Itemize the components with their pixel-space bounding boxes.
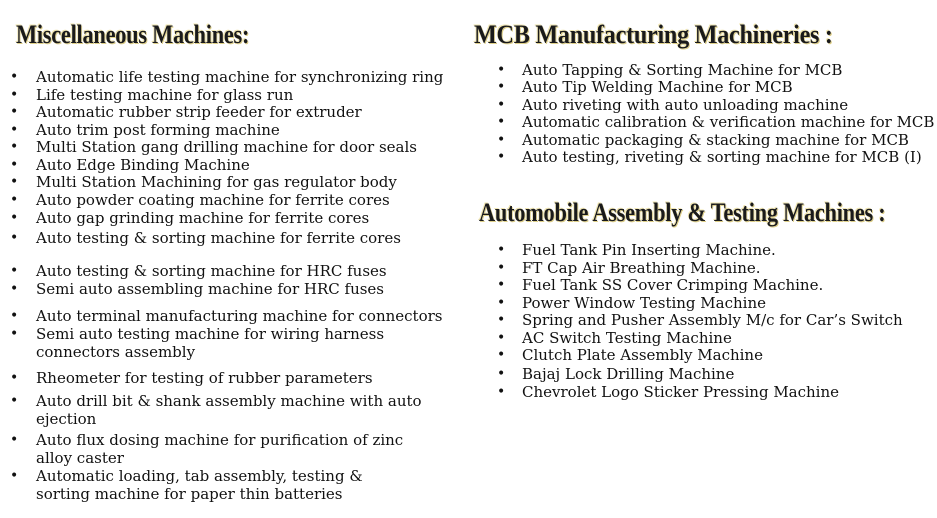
misc-item-text: Auto trim post forming machine: [36, 121, 280, 139]
bullet-icon: •: [10, 281, 19, 297]
bullet-icon: •: [10, 230, 19, 246]
bullet-icon: •: [497, 330, 506, 346]
bullet-icon: •: [497, 347, 506, 363]
bullet-icon: •: [10, 210, 19, 226]
misc-item-text: ejection: [36, 410, 97, 428]
misc-item-text: sorting machine for paper thin batteries: [36, 485, 343, 503]
misc-item-text: connectors assembly: [36, 343, 196, 361]
bullet-icon: •: [497, 79, 506, 95]
misc-item-text: alloy caster: [36, 449, 124, 467]
misc-item-text: Auto powder coating machine for ferrite cores: [36, 191, 390, 209]
bullet-icon: •: [10, 174, 19, 190]
bullet-icon: •: [10, 468, 19, 484]
bullet-icon: •: [10, 370, 19, 386]
bullet-icon: •: [10, 432, 19, 448]
misc-item-text: Multi Station gang drilling machine for door seals: [36, 138, 417, 156]
bullet-icon: •: [497, 62, 506, 78]
bullet-icon: •: [497, 97, 506, 113]
misc-item-text: Auto Edge Binding Machine: [36, 156, 250, 174]
misc-item-text: Automatic rubber strip feeder for extruder: [36, 103, 362, 121]
misc-heading: Miscellaneous Machines:: [16, 20, 250, 49]
bullet-icon: •: [10, 104, 19, 120]
misc-item-text: Multi Station Machining for gas regulator body: [36, 173, 397, 191]
misc-item-text: Automatic life testing machine for synchronizing ring: [36, 68, 444, 86]
bullet-icon: •: [10, 192, 19, 208]
automobile-item-text: AC Switch Testing Machine: [522, 329, 732, 347]
misc-item-text: Semi auto assembling machine for HRC fuses: [36, 280, 384, 298]
bullet-icon: •: [497, 366, 506, 382]
bullet-icon: •: [497, 277, 506, 293]
mcb-item-text: Auto Tapping & Sorting Machine for MCB: [522, 61, 843, 79]
bullet-icon: •: [10, 393, 19, 409]
automobile-item-text: Power Window Testing Machine: [522, 294, 766, 312]
bullet-icon: •: [10, 263, 19, 279]
misc-item-text: Auto testing & sorting machine for ferrite cores: [36, 229, 401, 247]
misc-item-text: Auto flux dosing machine for purification of zinc: [36, 431, 404, 449]
mcb-item-text: Automatic packaging & stacking machine for MCB: [522, 131, 909, 149]
bullet-icon: •: [10, 326, 19, 342]
bullet-icon: •: [10, 87, 19, 103]
bullet-icon: •: [10, 139, 19, 155]
automobile-item-text: Fuel Tank Pin Inserting Machine.: [522, 241, 776, 259]
bullet-icon: •: [497, 242, 506, 258]
mcb-item-text: Auto Tip Welding Machine for MCB: [522, 78, 793, 96]
mcb-heading: MCB Manufacturing Machineries :: [474, 20, 833, 49]
misc-item-text: Semi auto testing machine for wiring harness: [36, 325, 385, 343]
bullet-icon: •: [10, 157, 19, 173]
bullet-icon: •: [497, 312, 506, 328]
bullet-icon: •: [10, 308, 19, 324]
misc-item-text: Rheometer for testing of rubber parameters: [36, 369, 373, 387]
misc-item-text: Automatic loading, tab assembly, testing &: [36, 467, 363, 485]
mcb-item-text: Automatic calibration & verification machine for MCB: [522, 113, 935, 131]
automobile-item-text: Clutch Plate Assembly Machine: [522, 346, 763, 364]
bullet-icon: •: [10, 69, 19, 85]
misc-item-text: Auto drill bit & shank assembly machine with auto: [36, 392, 422, 410]
bullet-icon: •: [497, 149, 506, 165]
automobile-item-text: Bajaj Lock Drilling Machine: [522, 365, 735, 383]
automobile-item-text: FT Cap Air Breathing Machine.: [522, 259, 761, 277]
automobile-item-text: Chevrolet Logo Sticker Pressing Machine: [522, 383, 840, 401]
automobile-item-text: Spring and Pusher Assembly M/c for Car’s Switch: [522, 311, 903, 329]
automobile-item-text: Fuel Tank SS Cover Crimping Machine.: [522, 276, 824, 294]
bullet-icon: •: [10, 122, 19, 138]
automobile-heading: Automobile Assembly & Testing Machines :: [479, 198, 886, 227]
misc-item-text: Auto testing & sorting machine for HRC fuses: [36, 262, 387, 280]
mcb-item-text: Auto testing, riveting & sorting machine for MCB (I): [522, 148, 922, 166]
mcb-item-text: Auto riveting with auto unloading machine: [522, 96, 849, 114]
bullet-icon: •: [497, 114, 506, 130]
bullet-icon: •: [497, 295, 506, 311]
bullet-icon: •: [497, 260, 506, 276]
misc-item-text: Auto gap grinding machine for ferrite cores: [36, 209, 370, 227]
misc-item-text: Life testing machine for glass run: [36, 86, 294, 104]
misc-item-text: Auto terminal manufacturing machine for connectors: [36, 307, 443, 325]
bullet-icon: •: [497, 384, 506, 400]
bullet-icon: •: [497, 132, 506, 148]
